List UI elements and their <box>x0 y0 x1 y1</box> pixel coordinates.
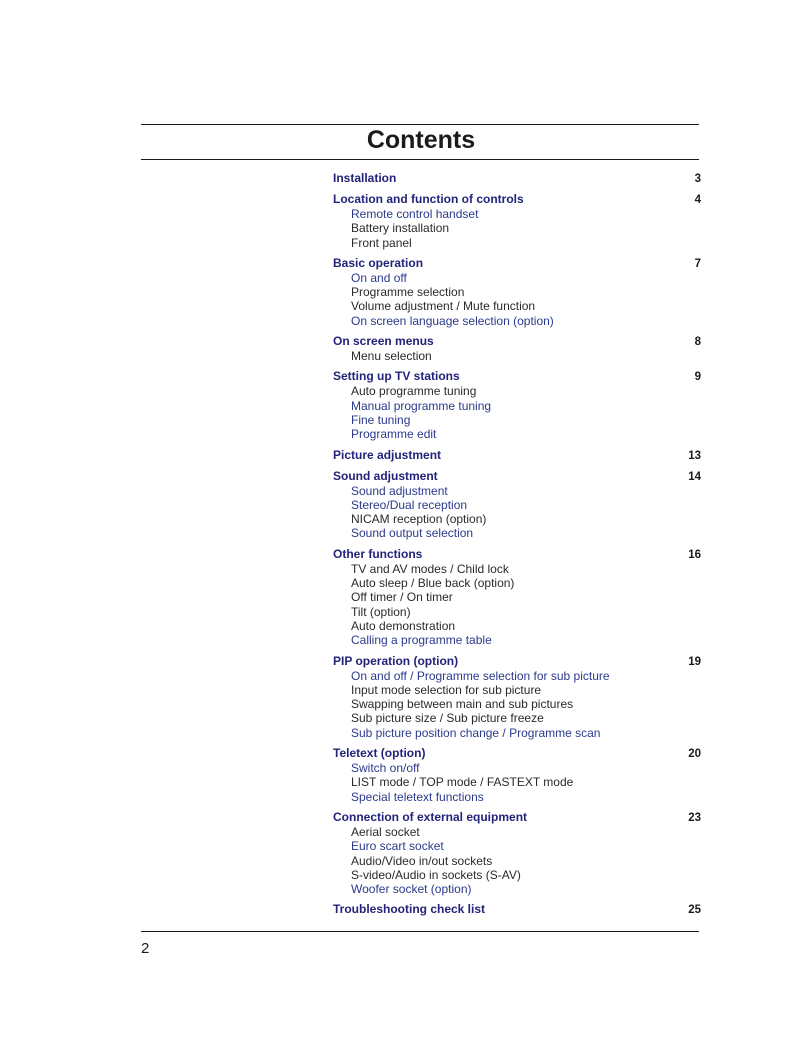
toc-subitem[interactable]: Programme edit <box>351 427 437 442</box>
toc-subitem[interactable]: TV and AV modes / Child lock <box>351 561 509 576</box>
toc-section <box>333 746 701 804</box>
title-rule <box>141 159 699 160</box>
toc-heading-row[interactable] <box>333 902 701 917</box>
toc-heading[interactable]: Installation <box>333 171 397 185</box>
toc-subitem[interactable]: Tilt (option) <box>351 604 411 619</box>
toc-subitem[interactable]: On screen language selection (option) <box>351 313 554 328</box>
toc-page-number: 7 <box>694 257 701 270</box>
toc-heading[interactable]: Connection of external equipment <box>333 809 528 824</box>
toc-page-number: 13 <box>688 449 701 462</box>
toc-subitem[interactable]: LIST mode / TOP mode / FASTEXT mode <box>351 775 574 790</box>
toc-page-number: 19 <box>688 655 701 668</box>
toc-page-number: 9 <box>694 371 701 384</box>
toc-heading-row[interactable] <box>333 746 701 761</box>
toc-heading-row[interactable] <box>333 547 701 562</box>
toc-section <box>333 192 701 250</box>
toc-heading-row[interactable] <box>333 369 701 384</box>
toc-subitem[interactable]: Volume adjustment / Mute function <box>351 299 536 314</box>
toc-subitem[interactable]: Off timer / On timer <box>351 590 453 605</box>
toc-heading-row[interactable] <box>333 469 701 484</box>
toc-page-number: 23 <box>688 811 701 824</box>
toc-subitem[interactable]: NICAM reception (option) <box>351 512 487 527</box>
toc-section <box>333 448 701 463</box>
toc-heading[interactable]: Picture adjustment <box>333 447 442 462</box>
toc-section <box>333 810 701 896</box>
toc-heading[interactable]: On screen menus <box>333 334 434 349</box>
toc-subitem[interactable]: Sub picture size / Sub picture freeze <box>351 711 544 726</box>
toc-subitem[interactable]: On and off <box>351 270 407 285</box>
toc-subitem[interactable]: Special teletext functions <box>351 789 484 804</box>
toc-subitem[interactable]: Swapping between main and sub pictures <box>351 697 574 712</box>
toc-page-number: 14 <box>688 470 701 483</box>
toc-subitem[interactable]: Audio/Video in/out sockets <box>351 853 493 868</box>
page-title: Contents <box>366 126 476 154</box>
toc-subitem[interactable]: Sound output selection <box>351 526 474 541</box>
toc-subitem[interactable]: Woofer socket (option) <box>351 882 472 897</box>
toc-heading[interactable]: Sound adjustment <box>333 468 438 483</box>
toc-subitem[interactable]: Sub picture position change / Programme scan <box>351 725 601 740</box>
toc-subitem[interactable]: Auto demonstration <box>351 618 456 633</box>
toc-heading[interactable]: Setting up TV stations <box>333 369 460 384</box>
toc-subitem[interactable]: Calling a programme table <box>351 633 492 648</box>
toc-page-number: 16 <box>688 548 701 561</box>
toc-section <box>333 547 701 648</box>
toc-heading[interactable]: PIP operation (option) <box>333 653 459 668</box>
toc-heading-row[interactable] <box>333 810 701 825</box>
toc-heading-row[interactable] <box>333 256 701 271</box>
toc-subitem[interactable]: Menu selection <box>351 349 432 364</box>
toc-subitem[interactable]: Auto sleep / Blue back (option) <box>351 576 515 591</box>
toc-heading-row[interactable] <box>333 448 701 463</box>
toc-subitem[interactable]: Front panel <box>351 235 412 250</box>
table-of-contents <box>333 171 701 923</box>
toc-heading-row[interactable] <box>333 334 701 349</box>
toc-heading[interactable]: Troubleshooting check list <box>333 902 486 917</box>
toc-heading[interactable]: Teletext (option) <box>333 746 426 761</box>
toc-section <box>333 902 701 917</box>
toc-heading-row[interactable] <box>333 171 701 186</box>
toc-heading-row[interactable] <box>333 192 701 207</box>
toc-subitem[interactable]: Euro scart socket <box>351 839 444 854</box>
toc-subitem[interactable]: On and off / Programme selection for sub picture <box>351 668 610 683</box>
toc-page-number: 4 <box>694 194 701 206</box>
toc-section <box>333 171 701 186</box>
top-rule <box>141 124 699 125</box>
toc-page-number: 3 <box>694 173 701 185</box>
toc-subitem[interactable]: Auto programme tuning <box>351 384 477 399</box>
toc-subitem[interactable]: S-video/Audio in sockets (S-AV) <box>351 867 521 882</box>
toc-section <box>333 256 701 328</box>
toc-heading[interactable]: Basic operation <box>333 255 424 270</box>
toc-section <box>333 334 701 363</box>
toc-subitem[interactable]: Battery installation <box>351 221 450 236</box>
toc-heading-row[interactable] <box>333 654 701 669</box>
toc-section <box>333 469 701 541</box>
toc-subitem[interactable]: Remote control handset <box>351 207 479 221</box>
page-number: 2 <box>141 940 150 957</box>
toc-subitem[interactable]: Stereo/Dual reception <box>351 497 468 512</box>
toc-subitem[interactable]: Aerial socket <box>351 824 420 839</box>
toc-heading[interactable]: Other functions <box>333 546 423 561</box>
toc-subitem[interactable]: Sound adjustment <box>351 483 448 498</box>
toc-subitem[interactable]: Fine tuning <box>351 412 411 427</box>
toc-subitem[interactable]: Manual programme tuning <box>351 398 492 413</box>
toc-page-number: 8 <box>694 336 701 349</box>
toc-subitem[interactable]: Input mode selection for sub picture <box>351 682 542 697</box>
toc-page-number: 25 <box>688 904 701 917</box>
toc-heading[interactable]: Location and function of controls <box>333 192 524 206</box>
bottom-rule <box>141 931 699 932</box>
toc-section <box>333 654 701 740</box>
toc-subitem[interactable]: Switch on/off <box>351 761 420 776</box>
toc-section <box>333 369 701 441</box>
toc-subitem[interactable]: Programme selection <box>351 285 465 300</box>
toc-page-number: 20 <box>688 748 701 761</box>
